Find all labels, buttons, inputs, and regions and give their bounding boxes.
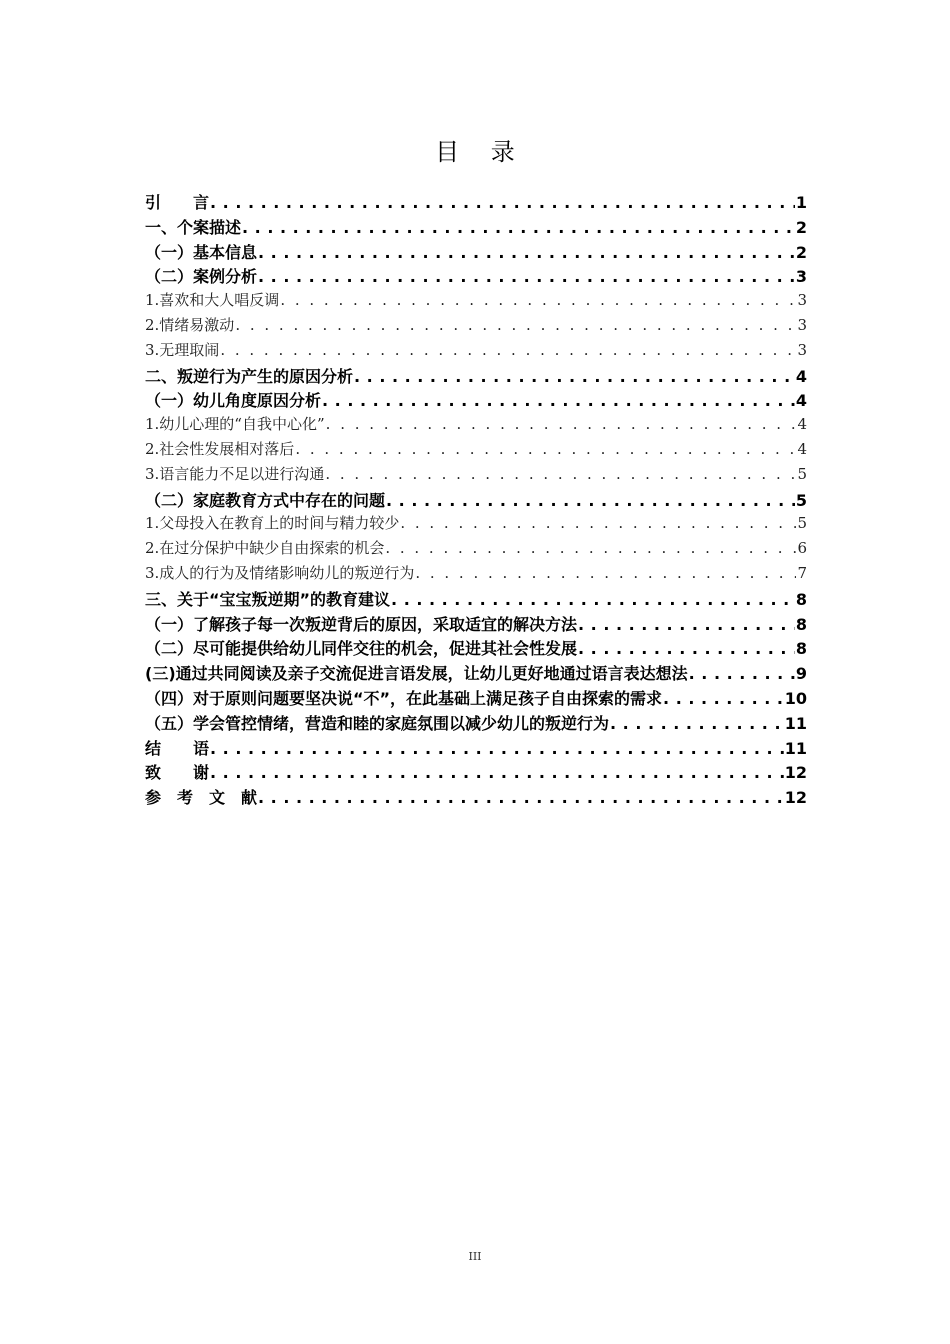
toc-entry-page-number: 4 bbox=[797, 439, 807, 458]
toc-entry-label: （二）家庭教育方式中存在的问题 bbox=[145, 490, 386, 510]
toc-entry-page-number: 8 bbox=[795, 639, 807, 659]
toc-entry[interactable] bbox=[145, 711, 807, 736]
toc-entry-label: （二）尽可能提供给幼儿同伴交往的机会，促进其社会性发展 bbox=[145, 639, 578, 659]
toc-dot-leader bbox=[210, 739, 784, 758]
toc-entry[interactable] bbox=[145, 364, 807, 389]
toc-dot-leader bbox=[295, 440, 796, 458]
toc-entry-label: 二、叛逆行为产生的原因分析 bbox=[145, 366, 354, 386]
toc-dot-leader bbox=[578, 615, 795, 634]
toc-dot-leader bbox=[663, 689, 784, 708]
toc-entry-label: 结 语 bbox=[145, 738, 210, 758]
toc-entry-page-number: 5 bbox=[795, 490, 807, 510]
toc-entry-page-number: 4 bbox=[797, 415, 807, 434]
page-number: III bbox=[468, 1250, 482, 1263]
toc-dot-leader bbox=[210, 193, 795, 212]
toc-entry-label: （二）案例分析 bbox=[145, 267, 258, 287]
toc-entry-label: 三、关于“宝宝叛逆期”的教育建议 bbox=[145, 589, 391, 609]
toc-entry-label: 致 谢 bbox=[145, 763, 210, 783]
toc-dot-leader bbox=[325, 465, 796, 483]
toc-entry[interactable] bbox=[145, 240, 807, 265]
toc-dot-leader bbox=[385, 539, 796, 557]
toc-entry-page-number: 2 bbox=[795, 217, 807, 237]
toc-entry-page-number: 5 bbox=[797, 464, 807, 483]
toc-entry[interactable] bbox=[145, 587, 807, 612]
toc-title: 目 录 bbox=[435, 138, 527, 166]
toc-entry-label: 一、个案描述 bbox=[145, 217, 242, 237]
toc-entry[interactable] bbox=[145, 215, 807, 240]
toc-entry[interactable] bbox=[145, 289, 807, 314]
toc-dot-leader bbox=[578, 639, 795, 658]
toc-entry-label: （五）学会管控情绪，营造和睦的家庭氛围以减少幼儿的叛逆行为 bbox=[145, 713, 610, 733]
toc-entry-page-number: 10 bbox=[784, 688, 807, 708]
toc-entry-page-number: 3 bbox=[795, 267, 807, 287]
toc-entry-page-number: 2 bbox=[795, 242, 807, 262]
toc-entry[interactable] bbox=[145, 314, 807, 339]
toc-entry-page-number: 4 bbox=[795, 366, 807, 386]
toc-dot-leader bbox=[242, 218, 795, 237]
table-of-contents bbox=[145, 190, 807, 810]
toc-entry-label: 引 言 bbox=[145, 193, 210, 212]
toc-dot-leader bbox=[280, 291, 796, 309]
toc-dot-leader bbox=[258, 267, 795, 286]
toc-entry[interactable] bbox=[145, 463, 807, 488]
toc-entry[interactable] bbox=[145, 413, 807, 438]
toc-entry-page-number: 1 bbox=[795, 193, 807, 212]
toc-dot-leader bbox=[415, 564, 796, 582]
toc-entry[interactable] bbox=[145, 190, 807, 215]
toc-entry-page-number: 3 bbox=[797, 315, 807, 334]
toc-entry-label: （一）幼儿角度原因分析 bbox=[145, 391, 322, 411]
toc-entry[interactable] bbox=[145, 661, 807, 686]
toc-entry-page-number: 11 bbox=[784, 713, 807, 733]
toc-entry-page-number: 3 bbox=[797, 291, 807, 310]
toc-entry-label: 2.情绪易激动 bbox=[145, 315, 235, 334]
toc-entry-page-number: 5 bbox=[797, 514, 807, 533]
toc-entry-label: 1.喜欢和大人唱反调 bbox=[145, 291, 280, 310]
toc-entry-page-number: 8 bbox=[795, 589, 807, 609]
toc-entry-label: 3.语言能力不足以进行沟通 bbox=[145, 464, 325, 483]
toc-entry[interactable] bbox=[145, 339, 807, 364]
toc-entry-page-number: 4 bbox=[795, 391, 807, 411]
toc-entry[interactable] bbox=[145, 636, 807, 661]
toc-entry[interactable] bbox=[145, 537, 807, 562]
toc-entry-page-number: 9 bbox=[795, 664, 807, 684]
toc-dot-leader bbox=[354, 367, 795, 386]
toc-dot-leader bbox=[258, 243, 795, 262]
toc-entry-page-number: 12 bbox=[784, 763, 807, 783]
toc-dot-leader bbox=[210, 763, 784, 782]
toc-dot-leader bbox=[326, 415, 797, 433]
toc-entry-page-number: 11 bbox=[784, 738, 807, 758]
toc-entry[interactable] bbox=[145, 438, 807, 463]
toc-entry[interactable] bbox=[145, 686, 807, 711]
toc-entry-label: 3.成人的行为及情绪影响幼儿的叛逆行为 bbox=[145, 563, 415, 582]
toc-entry-page-number: 3 bbox=[797, 340, 807, 359]
toc-entry[interactable] bbox=[145, 512, 807, 537]
toc-entry-label: （一）了解孩子每一次叛逆背后的原因，采取适宜的解决方法 bbox=[145, 614, 578, 634]
toc-entry[interactable] bbox=[145, 264, 807, 289]
toc-dot-leader bbox=[386, 491, 795, 510]
toc-dot-leader bbox=[322, 391, 795, 410]
toc-dot-leader bbox=[235, 316, 796, 334]
toc-entry-page-number: 12 bbox=[784, 788, 807, 808]
toc-entry-label: 2.在过分保护中缺少自由探索的机会 bbox=[145, 539, 385, 558]
toc-entry[interactable] bbox=[145, 760, 807, 785]
toc-entry-page-number: 6 bbox=[797, 539, 807, 558]
toc-entry-label: (三)通过共同阅读及亲子交流促进言语发展，让幼儿更好地通过语言表达想法 bbox=[145, 664, 688, 684]
toc-dot-leader bbox=[689, 664, 795, 683]
toc-dot-leader bbox=[610, 714, 784, 733]
toc-entry-label: （一）基本信息 bbox=[145, 242, 258, 262]
toc-entry-label: （四）对于原则问题要坚决说“不”，在此基础上满足孩子自由探索的需求 bbox=[145, 688, 663, 708]
toc-entry[interactable] bbox=[145, 736, 807, 761]
toc-entry-page-number: 7 bbox=[797, 563, 807, 582]
toc-dot-leader bbox=[391, 590, 795, 609]
toc-entry[interactable] bbox=[145, 612, 807, 637]
toc-dot-leader bbox=[258, 788, 784, 807]
toc-dot-leader bbox=[400, 514, 796, 532]
toc-entry-label: 2.社会性发展相对落后 bbox=[145, 439, 295, 458]
toc-entry-label: 1.父母投入在教育上的时间与精力较少 bbox=[145, 514, 400, 533]
toc-dot-leader bbox=[220, 341, 796, 359]
toc-entry-label: 参 考 文 献 bbox=[145, 788, 258, 808]
toc-entry[interactable] bbox=[145, 785, 807, 810]
toc-entry-label: 3.无理取闹 bbox=[145, 340, 220, 359]
toc-entry[interactable] bbox=[145, 488, 807, 513]
toc-entry-page-number: 8 bbox=[795, 614, 807, 634]
toc-entry-label: 1.幼儿心理的“自我中心化” bbox=[145, 415, 325, 434]
toc-entry[interactable] bbox=[145, 562, 807, 587]
toc-entry[interactable] bbox=[145, 388, 807, 413]
